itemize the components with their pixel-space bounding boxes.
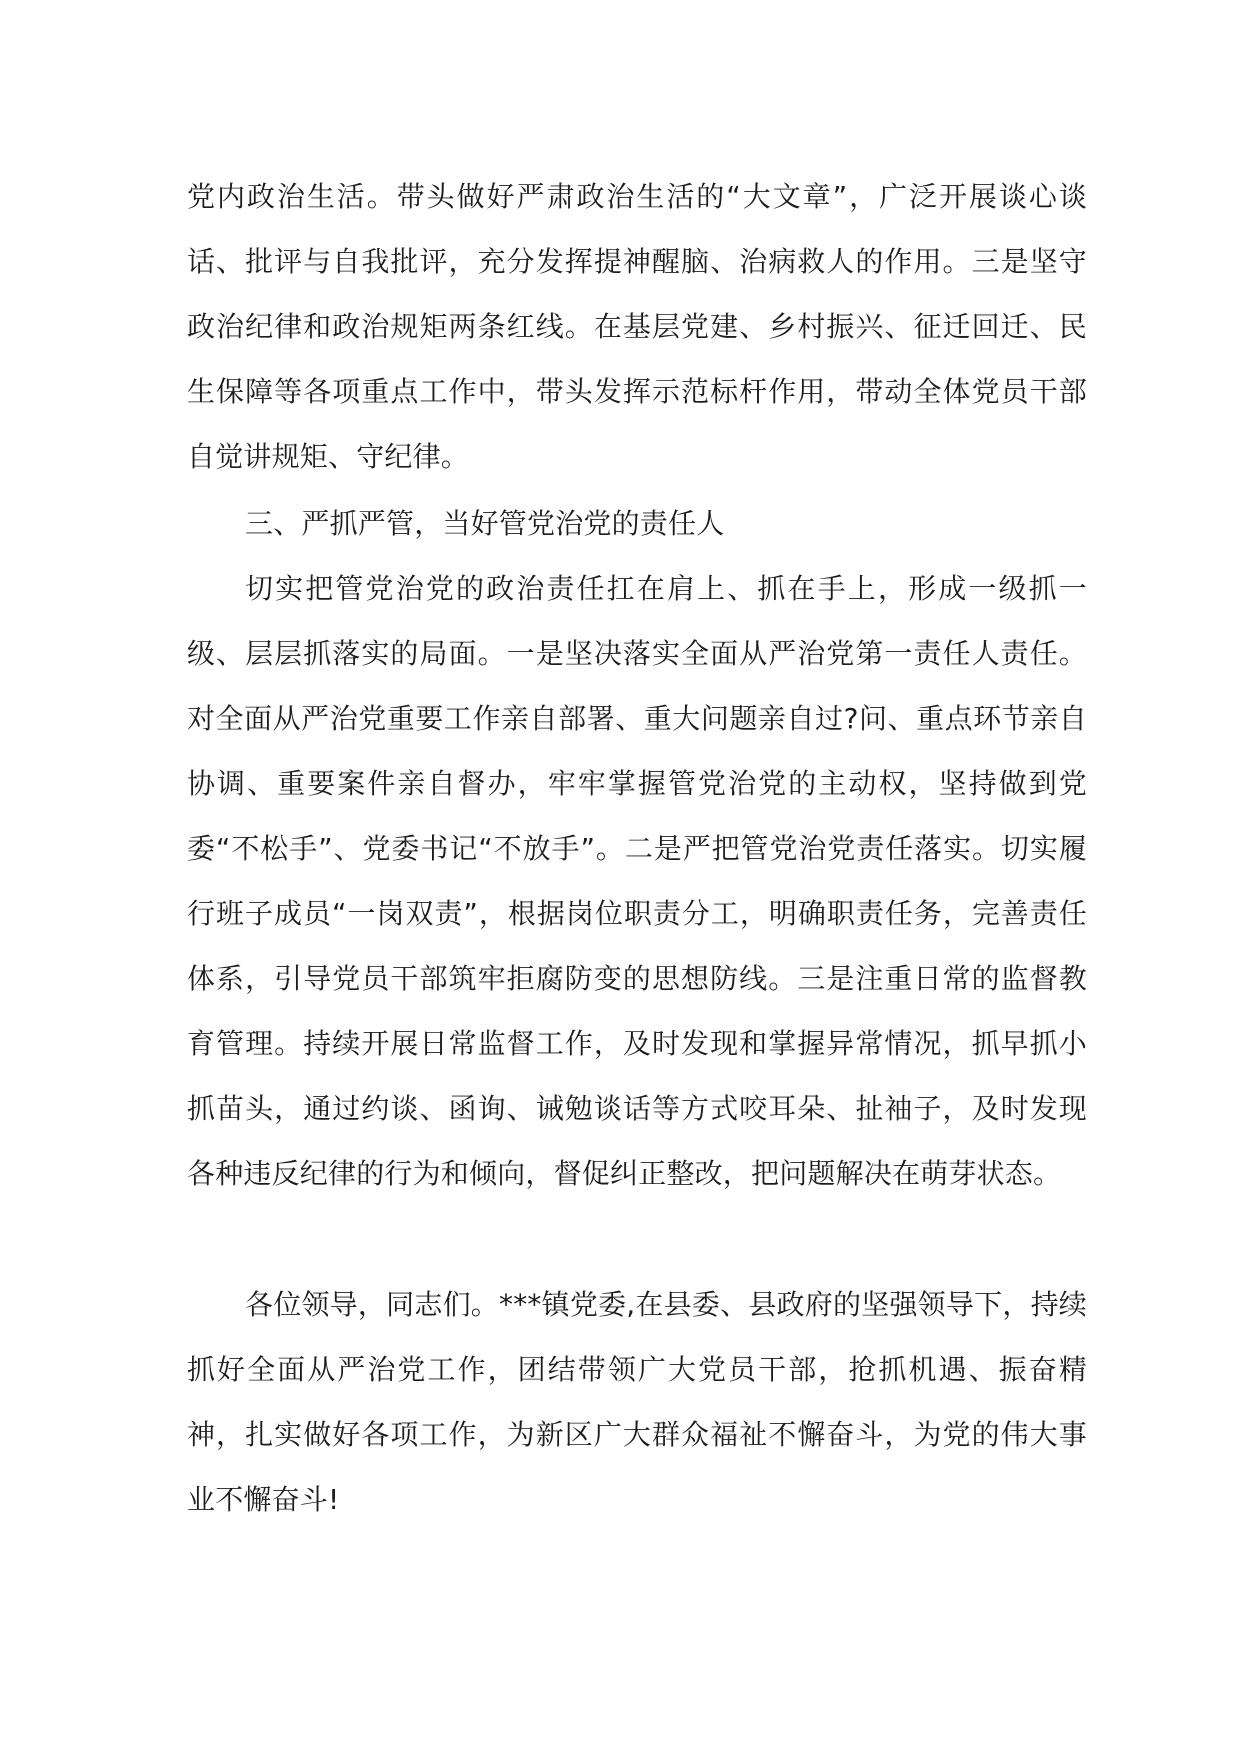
paragraph-body	[187, 556, 1087, 1206]
paragraph-text: 各位领导，同志们。***镇党委,在县委、县政府的坚强领导下，持续抓好全面从严治党工作，团结带领广大党员干部，抢抓机遇、振奋精神，扎实做好各项工作，为新区广大群众福祉不懈奋斗，为党的伟大事业不懈奋斗!	[187, 1288, 1087, 1516]
section-heading-text: 三、严抓严管，当好管党治党的责任人	[245, 507, 725, 540]
paragraph-continuation	[187, 164, 1087, 489]
section-heading	[187, 491, 1087, 556]
paragraph-closing	[187, 1272, 1087, 1532]
paragraph-text: 切实把管党治党的政治责任扛在肩上、抓在手上，形成一级抓一级、层层抓落实的局面。一是坚决落实全面从严治党第一责任人责任。对全面从严治党重要工作亲自部署、重大问题亲自过?问、重点环节亲自协调、重要案件亲自督办，牢牢掌握管党治党的主动权，坚持做到党委“不松手”、党委书记“不放手”。二是严把管党治党责任落实。切实履行班子成员“一岗双责”，根据岗位职责分工，明确职责任务，完善责任体系，引导党员干部筑牢拒腐防变的思想防线。三是注重日常的监督教育管理。持续开展日常监督工作，及时发现和掌握异常情况，抓早抓小抓苗头，通过约谈、函询、诫勉谈话等方式咬耳朵、扯袖子，及时发现各种违反纪律的行为和倾向，督促纠正整改，把问题解决在萌芽状态。	[187, 572, 1087, 1190]
paragraph-text: 党内政治生活。带头做好严肃政治生活的“大文章”，广泛开展谈心谈话、批评与自我批评，充分发挥提神醒脑、治病救人的作用。三是坚守政治纪律和政治规矩两条红线。在基层党建、乡村振兴、征迁回迁、民生保障等各项重点工作中，带头发挥示范标杆作用，带动全体党员干部自觉讲规矩、守纪律。	[187, 180, 1087, 473]
